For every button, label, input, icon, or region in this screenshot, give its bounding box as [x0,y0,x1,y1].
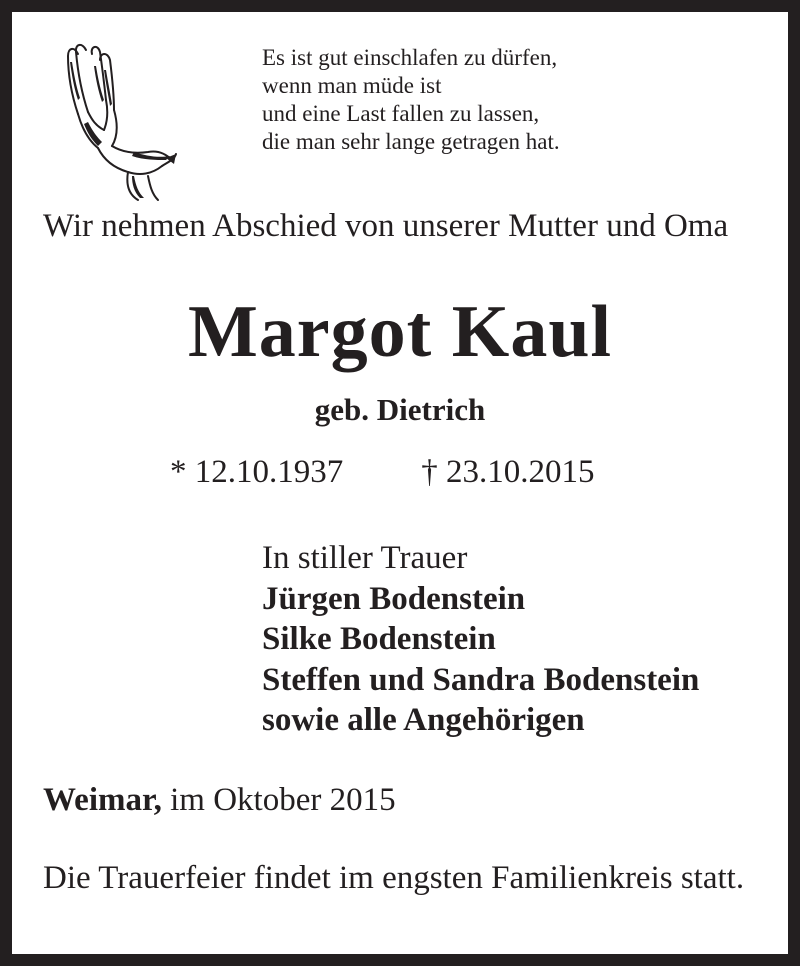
mourners-heading: In stiller Trauer [262,540,468,576]
mourners-block [262,538,699,741]
life-dates [170,450,595,494]
birth-name: geb. Dietrich [314,392,486,427]
mourner-name: Silke Bodenstein [262,621,496,657]
place-month: im Oktober 2015 [161,782,396,818]
birth-date: * 12.10.1937 [170,454,344,490]
place-city: Weimar, [43,782,162,818]
death-date: † 23.10.2015 [421,454,595,490]
poem-line: die man sehr lange getragen hat. [262,129,560,154]
poem-line: Es ist gut einschlafen zu dürfen, [262,45,558,70]
intro-text: Wir nehmen Abschied von unserer Mutter und Oma [43,208,729,244]
mourner-name: Jürgen Bodenstein [262,580,526,617]
poem-line: wenn man müde ist [262,73,442,98]
mourner-name: sowie alle Angehörigen [262,702,585,738]
poem-line: und eine Last fallen zu lassen, [262,101,540,126]
place-date [43,778,396,822]
praying-hands-icon [48,36,188,204]
service-note: Die Trauerfeier findet im engsten Familienkreis statt. [43,860,745,896]
deceased-name: Margot Kaul [187,291,613,373]
poem [262,44,560,156]
mourner-name: Steffen und Sandra Bodenstein [262,661,700,698]
